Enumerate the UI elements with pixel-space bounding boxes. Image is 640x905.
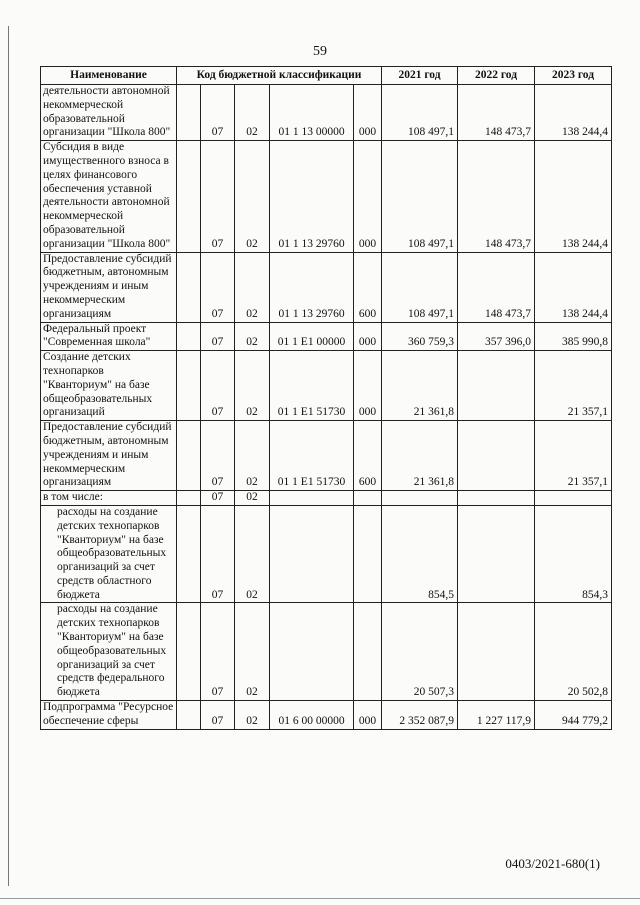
row-name: Субсидия в виде имущественного взноса в целях финансового обеспечения уставной деятельности автономной некоммерческой образовательной организации "Школа 800" <box>41 141 177 252</box>
row-2021: 21 361,8 <box>382 421 458 491</box>
row-name: расходы на создание детских технопарков "Кванториум" на базе общеобразовательных организаций за счет средств федерального бюджета <box>41 603 177 701</box>
row-section: 07 <box>201 505 235 603</box>
row-name: Создание детских технопарков "Кванториум" на базе общеобразовательных организаций <box>41 351 177 421</box>
row-2023: 138 244,4 <box>535 85 612 141</box>
row-name: расходы на создание детских технопарков "Кванториум" на базе общеобразовательных организаций за счет средств областного бюджета <box>41 505 177 603</box>
row-subsection: 02 <box>235 322 270 351</box>
header-2021: 2021 год <box>382 67 458 85</box>
row-section: 07 <box>201 491 235 506</box>
row-2022: 148 473,7 <box>458 141 535 252</box>
row-2022 <box>458 351 535 421</box>
row-empty-code <box>177 252 201 322</box>
row-section: 07 <box>201 252 235 322</box>
row-empty-code <box>177 491 201 506</box>
row-empty-code <box>177 351 201 421</box>
row-subsection: 02 <box>235 491 270 506</box>
header-name: Наименование <box>41 67 177 85</box>
row-2023: 21 357,1 <box>535 351 612 421</box>
row-2021: 854,5 <box>382 505 458 603</box>
table-row <box>41 141 612 252</box>
row-2021: 21 361,8 <box>382 351 458 421</box>
row-expense-type: 600 <box>354 421 382 491</box>
row-2021: 108 497,1 <box>382 141 458 252</box>
row-section: 07 <box>201 85 235 141</box>
row-target-article: 01 1 13 00000 <box>270 85 354 141</box>
row-section: 07 <box>201 701 235 730</box>
row-expense-type: 000 <box>354 85 382 141</box>
header-code: Код бюджетной классификации <box>177 67 382 85</box>
table-row <box>41 322 612 351</box>
row-name: деятельности автономной некоммерческой образовательной организации "Школа 800" <box>41 85 177 141</box>
table-row <box>41 491 612 506</box>
row-empty-code <box>177 421 201 491</box>
row-subsection: 02 <box>235 351 270 421</box>
row-section: 07 <box>201 603 235 701</box>
row-target-article: 01 1 E1 51730 <box>270 351 354 421</box>
page-number: 59 <box>313 44 327 59</box>
row-2021: 108 497,1 <box>382 85 458 141</box>
row-2023: 20 502,8 <box>535 603 612 701</box>
row-2023: 854,3 <box>535 505 612 603</box>
row-subsection: 02 <box>235 701 270 730</box>
row-2023: 138 244,4 <box>535 252 612 322</box>
row-2022 <box>458 491 535 506</box>
budget-table <box>40 66 612 730</box>
row-name: в том числе: <box>41 491 177 506</box>
row-empty-code <box>177 85 201 141</box>
row-2023: 138 244,4 <box>535 141 612 252</box>
row-target-article <box>270 491 354 506</box>
row-subsection: 02 <box>235 141 270 252</box>
row-section: 07 <box>201 141 235 252</box>
row-2022 <box>458 603 535 701</box>
row-section: 07 <box>201 421 235 491</box>
row-2023: 385 990,8 <box>535 322 612 351</box>
row-2022: 148 473,7 <box>458 85 535 141</box>
row-subsection: 02 <box>235 603 270 701</box>
table-row <box>41 421 612 491</box>
row-2023: 944 779,2 <box>535 701 612 730</box>
row-2022: 357 396,0 <box>458 322 535 351</box>
table-row <box>41 505 612 603</box>
table-header-row <box>41 67 612 85</box>
row-empty-code <box>177 322 201 351</box>
document-number: 0403/2021-680(1) <box>505 856 600 871</box>
row-2023: 21 357,1 <box>535 421 612 491</box>
row-expense-type: 000 <box>354 322 382 351</box>
header-2023: 2023 год <box>535 67 612 85</box>
row-target-article: 01 1 13 29760 <box>270 141 354 252</box>
row-subsection: 02 <box>235 252 270 322</box>
row-expense-type: 000 <box>354 701 382 730</box>
row-2022 <box>458 505 535 603</box>
row-2022 <box>458 421 535 491</box>
row-expense-type: 000 <box>354 141 382 252</box>
row-target-article: 01 1 13 29760 <box>270 252 354 322</box>
row-target-article: 01 6 00 00000 <box>270 701 354 730</box>
table-row <box>41 252 612 322</box>
row-expense-type <box>354 603 382 701</box>
row-2021: 108 497,1 <box>382 252 458 322</box>
row-target-article: 01 1 E1 00000 <box>270 322 354 351</box>
row-2021: 20 507,3 <box>382 603 458 701</box>
row-name: Предоставление субсидий бюджетным, автономным учреждениям и иным некоммерческим организациям <box>41 421 177 491</box>
table-row <box>41 701 612 730</box>
row-section: 07 <box>201 351 235 421</box>
table-row <box>41 351 612 421</box>
row-target-article: 01 1 E1 51730 <box>270 421 354 491</box>
row-empty-code <box>177 141 201 252</box>
row-expense-type <box>354 491 382 506</box>
row-2021: 360 759,3 <box>382 322 458 351</box>
row-target-article <box>270 603 354 701</box>
row-empty-code <box>177 505 201 603</box>
header-2022: 2022 год <box>458 67 535 85</box>
row-subsection: 02 <box>235 421 270 491</box>
row-subsection: 02 <box>235 85 270 141</box>
row-name: Федеральный проект "Современная школа" <box>41 322 177 351</box>
row-name: Подпрограмма "Ресурсное обеспечение сферы <box>41 701 177 730</box>
row-2023 <box>535 491 612 506</box>
scan-edge-line <box>8 26 9 886</box>
row-section: 07 <box>201 322 235 351</box>
row-2021 <box>382 491 458 506</box>
row-name: Предоставление субсидий бюджетным, автономным учреждениям и иным некоммерческим организациям <box>41 252 177 322</box>
row-empty-code <box>177 603 201 701</box>
row-expense-type: 600 <box>354 252 382 322</box>
scan-bottom-line <box>0 898 640 899</box>
row-empty-code <box>177 701 201 730</box>
row-target-article <box>270 505 354 603</box>
row-2022: 148 473,7 <box>458 252 535 322</box>
table-row <box>41 603 612 701</box>
row-2021: 2 352 087,9 <box>382 701 458 730</box>
row-expense-type <box>354 505 382 603</box>
row-expense-type: 000 <box>354 351 382 421</box>
row-subsection: 02 <box>235 505 270 603</box>
table-row <box>41 85 612 141</box>
row-2022: 1 227 117,9 <box>458 701 535 730</box>
